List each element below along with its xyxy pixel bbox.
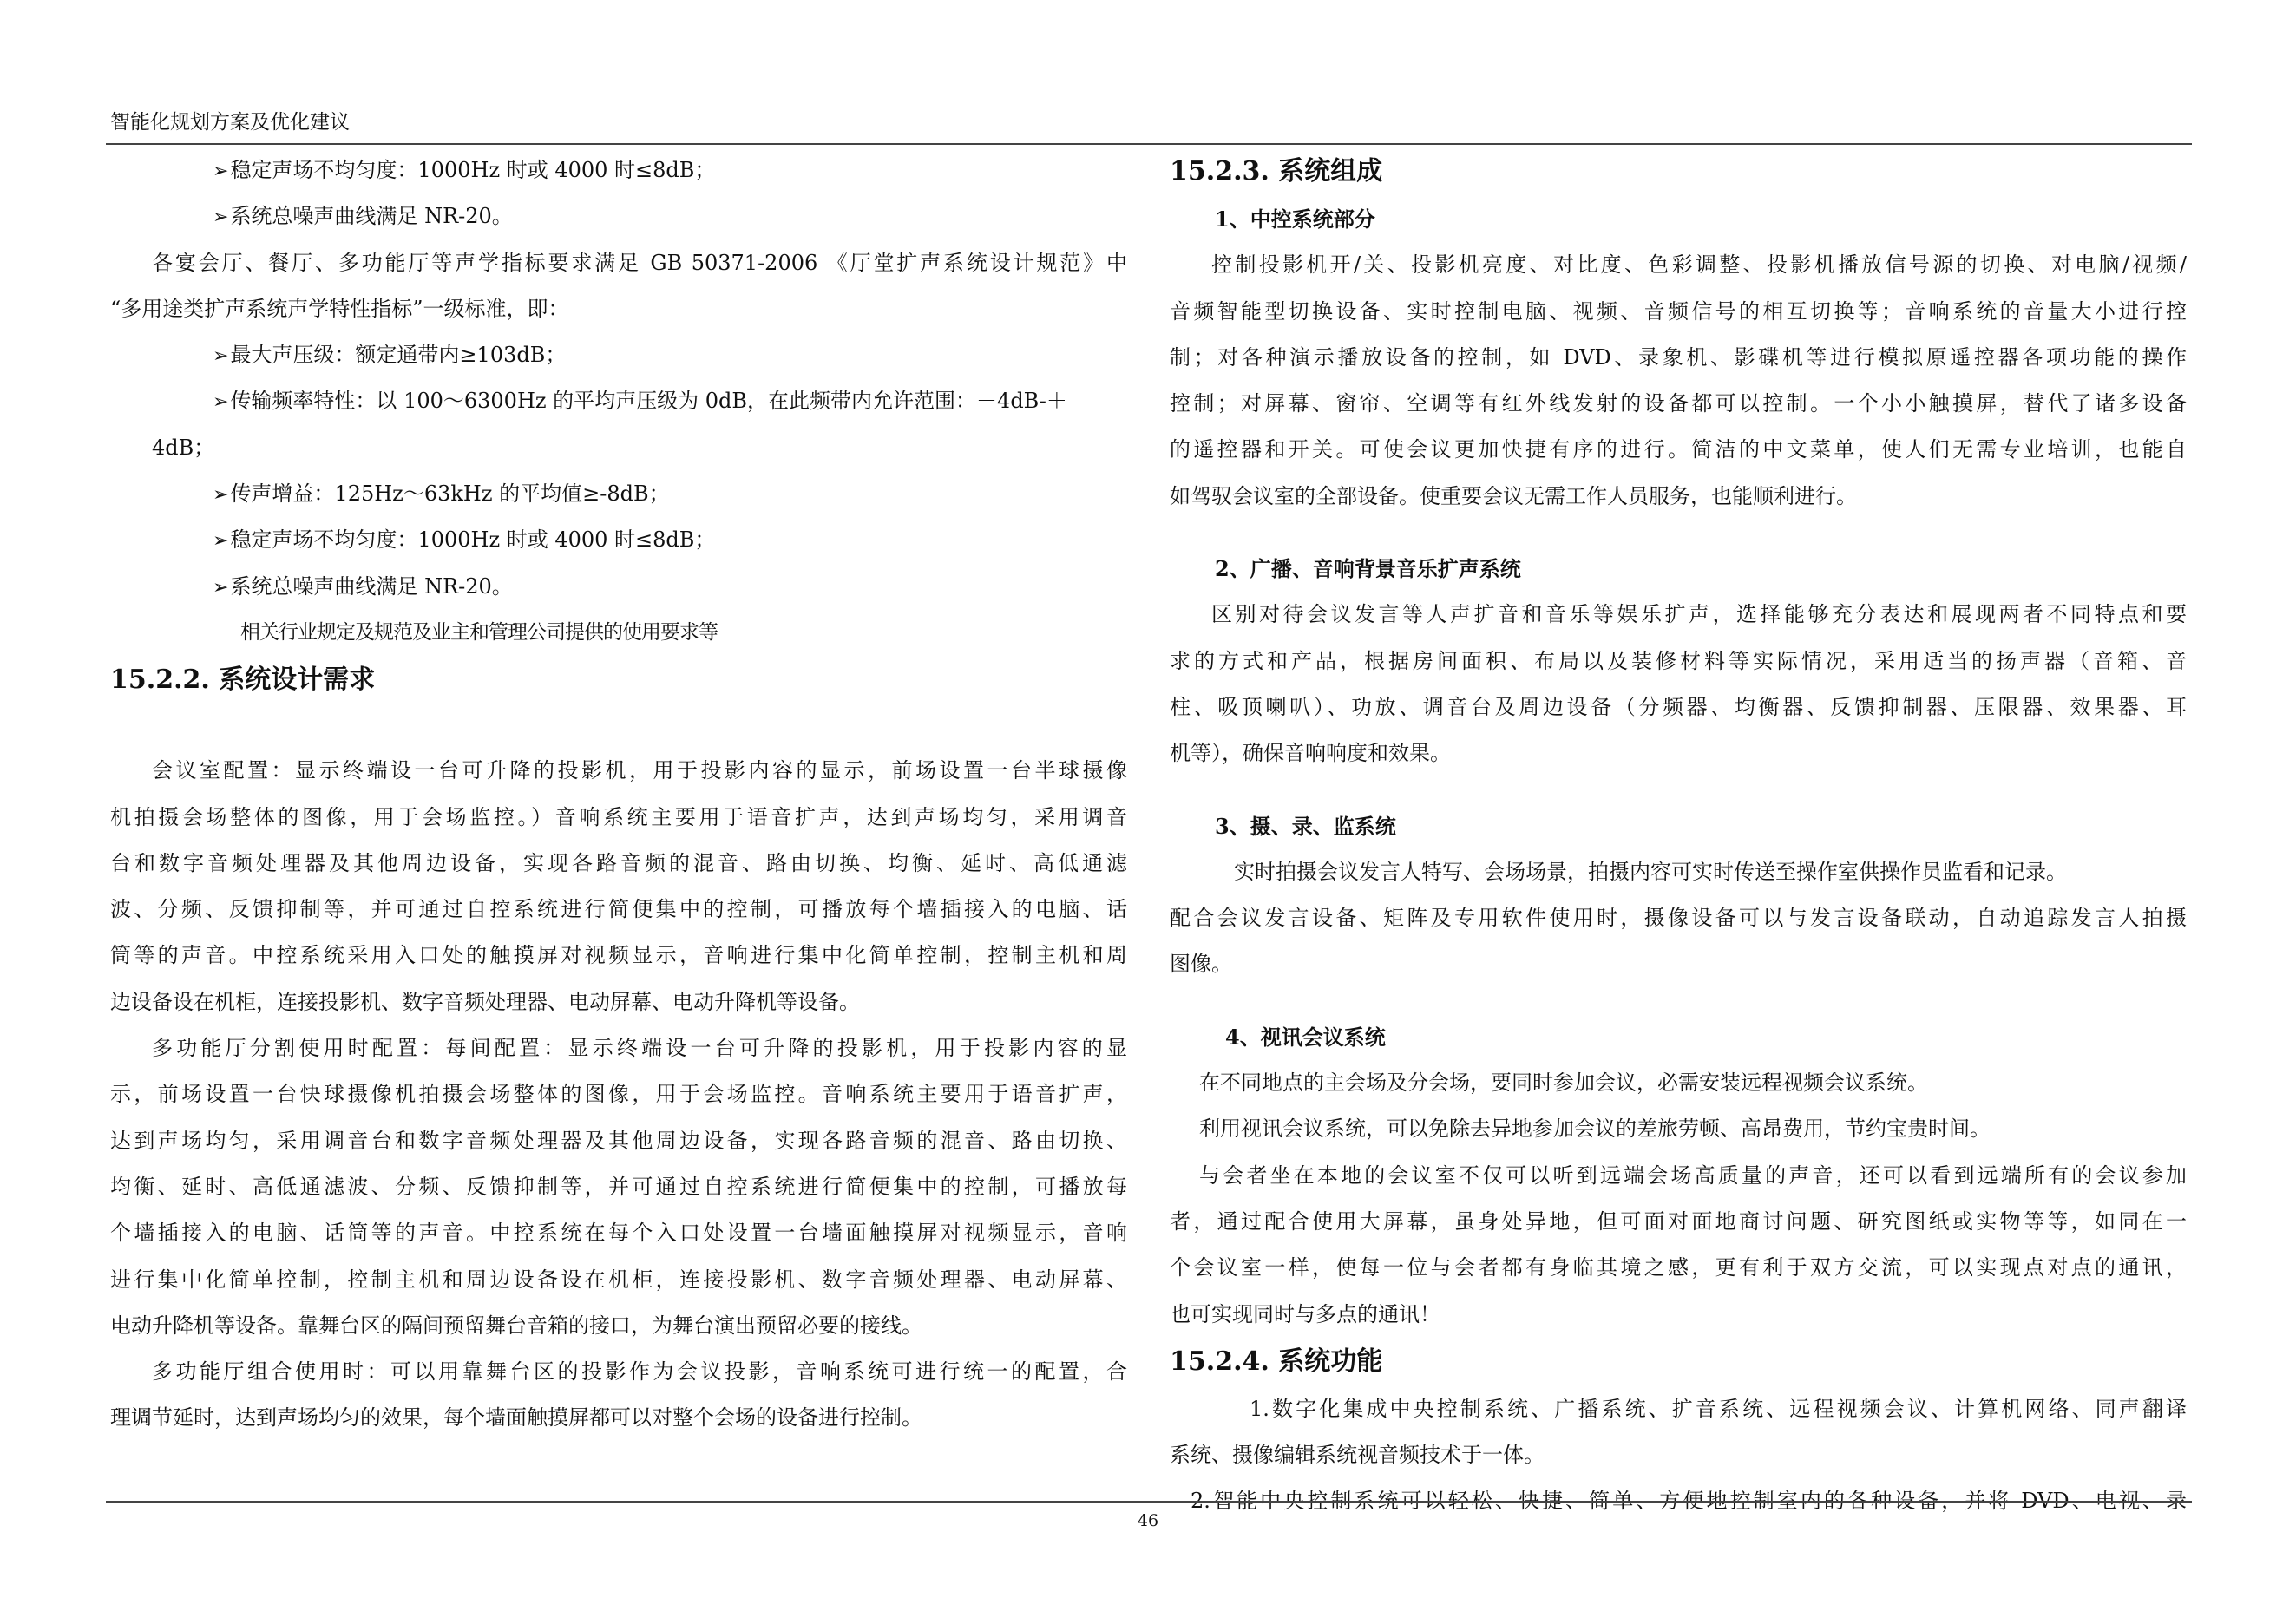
paragraph-line: 多功能厅组合使用时：可以用靠舞台区的投影作为会议投影，音响系统可进行统一的配置，合: [152, 1359, 1127, 1385]
bullet-item: ➢系统总噪声曲线满足 NR-20。: [213, 204, 513, 229]
footer-rule: [106, 1501, 2192, 1503]
bullet-arrow-icon: ➢: [213, 160, 229, 182]
paragraph-line: 音频智能型切换设备、实时控制电脑、视频、音频信号的相互切换等；音响系统的音量大小进行控: [1170, 298, 2187, 324]
paragraph-line: 如驾驭会议室的全部设备。使重要会议无需工作人员服务，也能顺利进行。: [1170, 483, 1857, 508]
paragraph-line: 配合会议发言设备、矩阵及专用软件使用时，摄像设备可以与发言设备联动，自动追踪发言人拍摄: [1170, 906, 2187, 931]
requirements-note: 相关行业规定及规范及业主和管理公司提供的使用要求等: [240, 620, 718, 644]
bullet-item: ➢传声增益：125Hz～63kHz 的平均值≥-8dB；: [213, 481, 670, 507]
paragraph-line: 会议室配置：显示终端设一台可升降的投影机，用于投影内容的显示，前场设置一台半球摄像: [152, 758, 1127, 783]
paragraph-line: 筒等的声音。中控系统采用入口处的触摸屏对视频显示，音响进行集中化简单控制，控制主机和周: [110, 943, 1127, 968]
paragraph-line: 利用视讯会议系统，可以免除去异地参加会议的差旅劳顿、高昂费用，节约宝贵时间。: [1199, 1116, 1991, 1142]
left-column: [110, 147, 1127, 1442]
paragraph-line: 进行集中化简单控制，控制主机和周边设备设在机柜，连接投影机、数字音频处理器、电动屏幕、: [110, 1267, 1127, 1292]
paragraph-line: 台和数字音频处理器及其他周边设备，实现各路音频的混音、路由切换、均衡、延时、高低通滤: [110, 850, 1127, 875]
subsection-heading: 4、视讯会议系统: [1225, 1024, 1386, 1050]
paragraph-line: 区别对待会议发言等人声扩音和音乐等娱乐扩声，选择能够充分表达和展现两者不同特点和要: [1211, 602, 2187, 627]
bullet-arrow-icon: ➢: [213, 484, 229, 507]
paragraph-line: 达到声场均匀，采用调音台和数字音频处理器及其他周边设备，实现各路音频的混音、路由切换、: [110, 1128, 1127, 1153]
paragraph-line: 也可实现同时与多点的通讯！: [1170, 1301, 1440, 1326]
intro-line: 各宴会厅、餐厅、多功能厅等声学指标要求满足 GB 50371-2006 《厅堂扩声系统设计规范》中: [152, 250, 1127, 275]
paragraph-line: 电动升降机等设备。靠舞台区的隔间预留舞台音箱的接口，为舞台演出预留必要的接线。: [110, 1313, 922, 1338]
bullet-item: ➢稳定声场不均匀度：1000Hz 时或 4000 时≤8dB；: [213, 158, 716, 182]
paragraph-line: 者，通过配合使用大屏幕，虽身处异地，但可面对面地商讨问题、研究图纸或实物等等，如同在一: [1170, 1208, 2187, 1234]
paragraph-line: 控制投影机开/关、投影机亮度、对比度、色彩调整、投影机播放信号源的切换、对电脑/视频/: [1211, 252, 2187, 278]
paragraph-line: 个会议室一样，使每一位与会者都有身临其境之感，更有利于双方交流，可以实现点对点的通讯，: [1170, 1255, 2187, 1280]
bullet-arrow-icon: ➢: [213, 206, 229, 229]
bullet-continuation: 4dB；: [152, 435, 215, 460]
paragraph-line: 制；对各种演示播放设备的控制，如 DVD、录象机、影碟机等进行模拟原遥控器各项功能的操作: [1170, 344, 2187, 370]
header-rule: [106, 143, 2192, 145]
bullet-item: ➢系统总噪声曲线满足 NR-20。: [213, 573, 513, 599]
paragraph-line: 个墙插接入的电脑、话筒等的声音。中控系统在每个入口处设置一台墙面触摸屏对视频显示，音响: [110, 1221, 1127, 1246]
subsection-heading: 2、广播、音响背景音乐扩声系统: [1215, 556, 1521, 582]
bullet-item: ➢传输频率特性：以 100～6300Hz 的平均声压级为 0dB，在此频带内允许范围：－4dB-＋: [213, 389, 1067, 414]
paragraph-line: 系统、摄像编辑系统视音频技术于一体。: [1170, 1443, 1545, 1468]
section-heading-design-requirements: 15.2.2. 系统设计需求: [110, 665, 376, 696]
paragraph-line: 控制；对屏幕、窗帘、空调等有红外线发射的设备都可以控制。一个小小触摸屏，替代了诸多设备: [1170, 391, 2187, 416]
paragraph-line: 示，前场设置一台快球摄像机拍摄会场整体的图像，用于会场监控。音响系统主要用于语音扩声，: [110, 1082, 1127, 1107]
page-header: 智能化规划方案及优化建议: [110, 111, 350, 134]
subsection-heading: 1、中控系统部分: [1215, 206, 1375, 232]
bullet-arrow-icon: ➢: [213, 391, 229, 414]
paragraph-line: 波、分频、反馈抑制等，并可通过自控系统进行简便集中的控制，可播放每个墙插接入的电脑、话: [110, 897, 1127, 922]
bullet-arrow-icon: ➢: [213, 345, 229, 368]
paragraph-line: 1.数字化集成中央控制系统、广播系统、扩音系统、远程视频会议、计算机网络、同声翻译: [1250, 1396, 2187, 1421]
subsection-heading: 3、摄、录、监系统: [1215, 813, 1396, 839]
paragraph-line: 柱、吸顶喇叭）、功放、调音台及周边设备（分频器、均衡器、反馈抑制器、压限器、效果器、耳: [1170, 694, 2187, 719]
paragraph-line: 图像。: [1170, 952, 1232, 977]
page-number: 46: [1137, 1511, 1159, 1530]
paragraph-line: 理调节延时，达到声场均匀的效果，每个墙面触摸屏都可以对整个会场的设备进行控制。: [110, 1405, 922, 1431]
bullet-arrow-icon: ➢: [213, 530, 229, 553]
bullet-arrow-icon: ➢: [213, 576, 229, 599]
paragraph-line: 求的方式和产品，根据房间面积、布局以及装修材料等实际情况，采用适当的扬声器（音箱、音: [1170, 648, 2187, 673]
paragraph-line: 机拍摄会场整体的图像，用于会场监控。）音响系统主要用于语音扩声，达到声场均匀，采用调音: [110, 804, 1127, 829]
paragraph-line: 均衡、延时、高低通滤波、分频、反馈抑制等，并可通过自控系统进行简便集中的控制，可播放每: [110, 1174, 1127, 1199]
bullet-item: ➢稳定声场不均匀度：1000Hz 时或 4000 时≤8dB；: [213, 527, 716, 553]
paragraph-line: 2.智能中央控制系统可以轻松、快捷、简单、方便地控制室内的各种设备，并将 DVD、电视、录: [1191, 1489, 2187, 1514]
bullet-item: ➢最大声压级：额定通带内≥103dB；: [213, 343, 567, 368]
section-heading-system-composition: 15.2.3. 系统组成: [1170, 156, 1383, 187]
paragraph-line: 机等），确保音响响度和效果。: [1170, 741, 1451, 766]
paragraph-line: 多功能厅分割使用时配置：每间配置：显示终端设一台可升降的投影机，用于投影内容的显: [152, 1036, 1127, 1061]
paragraph-line: 边设备设在机柜，连接投影机、数字音频处理器、电动屏幕、电动升降机等设备。: [110, 989, 860, 1014]
right-column: [1170, 147, 2187, 1525]
intro-line: “多用途类扩声系统声学特性指标”一级标准，即：: [110, 296, 569, 321]
paragraph-line: 的遥控器和开关。可使会议更加快捷有序的进行。简洁的中文菜单，使人们无需专业培训，也能自: [1170, 437, 2187, 462]
section-heading-system-functions: 15.2.4. 系统功能: [1170, 1346, 1383, 1377]
paragraph-line: 在不同地点的主会场及分会场，要同时参加会议，必需安装远程视频会议系统。: [1199, 1071, 1928, 1096]
paragraph-line: 实时拍摄会议发言人特写、会场场景，拍摄内容可实时传送至操作室供操作员监看和记录。: [1234, 859, 2067, 884]
paragraph-line: 与会者坐在本地的会议室不仅可以听到远端会场高质量的声音，还可以看到远端所有的会议参加: [1199, 1162, 2187, 1188]
